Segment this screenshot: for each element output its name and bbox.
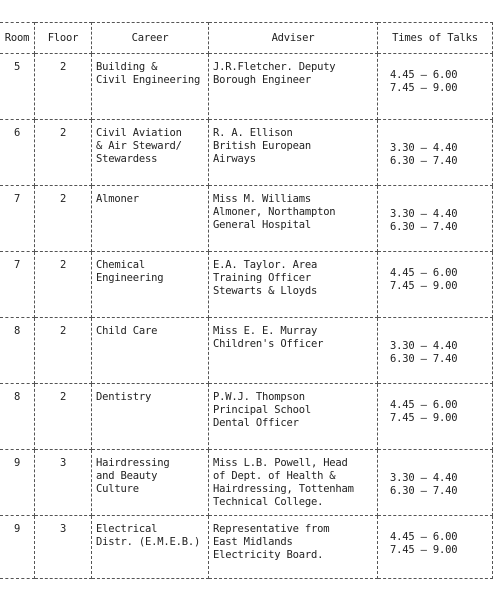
table-row	[0, 318, 493, 384]
career-cell	[92, 120, 209, 186]
floor-cell-text: 2	[59, 325, 67, 337]
table-row	[0, 516, 493, 579]
adviser-cell-text: R. A. Ellison British European Airways	[213, 127, 311, 165]
floor-cell	[35, 516, 92, 579]
adviser-cell	[209, 516, 378, 579]
room-cell	[0, 384, 35, 450]
header-row	[0, 23, 493, 54]
adviser-cell-text: Miss E. E. Murray Children's Officer	[213, 325, 324, 350]
table-row	[0, 252, 493, 318]
career-cell-text: Dentistry	[96, 391, 152, 403]
times-cell	[378, 450, 493, 516]
header-times-of-talks: Times of Talks	[378, 23, 493, 54]
career-cell-text: Chemical Engineering	[96, 259, 164, 284]
floor-cell	[35, 252, 92, 318]
floor-cell-text: 2	[59, 259, 67, 271]
career-cell	[92, 516, 209, 579]
floor-cell	[35, 450, 92, 516]
career-cell-text: Child Care	[96, 325, 158, 337]
career-cell	[92, 252, 209, 318]
floor-cell-text: 2	[59, 391, 67, 403]
career-cell	[92, 186, 209, 252]
floor-cell	[35, 54, 92, 120]
times-cell-text: 3.30 – 4.40 6.30 – 7.40	[390, 142, 458, 167]
room-cell-text: 5	[13, 61, 21, 73]
careers-talks-table	[0, 22, 493, 579]
career-cell-text: Electrical Distr. (E.M.E.B.)	[96, 523, 201, 548]
room-cell	[0, 450, 35, 516]
career-cell-text: Almoner	[96, 193, 139, 205]
career-cell-text: Building & Civil Engineering	[96, 61, 201, 86]
room-cell	[0, 120, 35, 186]
career-cell-text: Hairdressing and Beauty Culture	[96, 457, 170, 495]
room-cell-text: 6	[13, 127, 21, 139]
times-cell	[378, 252, 493, 318]
times-cell	[378, 54, 493, 120]
header-floor: Floor	[35, 23, 92, 54]
header-career: Career	[92, 23, 209, 54]
floor-cell-text: 2	[59, 193, 67, 205]
room-cell	[0, 252, 35, 318]
floor-cell	[35, 186, 92, 252]
times-cell	[378, 318, 493, 384]
table-row	[0, 120, 493, 186]
times-cell	[378, 384, 493, 450]
career-cell	[92, 54, 209, 120]
floor-cell-text: 3	[59, 457, 67, 469]
floor-cell-text: 2	[59, 61, 67, 73]
adviser-cell-text: E.A. Taylor. Area Training Officer Stewarts & Lloyds	[213, 259, 318, 297]
header-room: Room	[0, 23, 35, 54]
table-row	[0, 186, 493, 252]
room-cell	[0, 54, 35, 120]
adviser-cell	[209, 120, 378, 186]
career-cell	[92, 450, 209, 516]
times-cell	[378, 516, 493, 579]
room-cell-text: 7	[13, 259, 21, 271]
career-cell-text: Civil Aviation & Air Steward/ Stewardess	[96, 127, 182, 165]
floor-cell-text: 3	[59, 523, 67, 535]
adviser-cell-text: Miss L.B. Powell, Head of Dept. of Health & Hairdressing, Tottenham Technical College.	[213, 457, 354, 508]
table-body	[0, 54, 493, 579]
adviser-cell	[209, 186, 378, 252]
career-cell	[92, 318, 209, 384]
times-cell	[378, 120, 493, 186]
adviser-cell-text: J.R.Fletcher. Deputy Borough Engineer	[213, 61, 336, 86]
adviser-cell-text: Representative from East Midlands Electricity Board.	[213, 523, 330, 561]
room-cell	[0, 516, 35, 579]
times-cell	[378, 186, 493, 252]
adviser-cell	[209, 54, 378, 120]
room-cell-text: 7	[13, 193, 21, 205]
adviser-cell	[209, 450, 378, 516]
adviser-cell-text: Miss M. Williams Almoner, Northampton General Hospital	[213, 193, 336, 231]
career-cell	[92, 384, 209, 450]
table-row	[0, 450, 493, 516]
adviser-cell-text: P.W.J. Thompson Principal School Dental Officer	[213, 391, 311, 429]
times-cell-text: 4.45 – 6.00 7.45 – 9.00	[390, 531, 458, 556]
floor-cell	[35, 318, 92, 384]
room-cell-text: 9	[13, 523, 21, 535]
room-cell-text: 8	[13, 325, 21, 337]
room-cell-text: 9	[13, 457, 21, 469]
room-cell	[0, 186, 35, 252]
room-cell	[0, 318, 35, 384]
adviser-cell	[209, 252, 378, 318]
times-cell-text: 4.45 – 6.00 7.45 – 9.00	[390, 399, 458, 424]
times-cell-text: 3.30 – 4.40 6.30 – 7.40	[390, 472, 458, 497]
room-cell-text: 8	[13, 391, 21, 403]
times-cell-text: 4.45 – 6.00 7.45 – 9.00	[390, 267, 458, 292]
table-row	[0, 54, 493, 120]
floor-cell-text: 2	[59, 127, 67, 139]
header-adviser: Adviser	[209, 23, 378, 54]
table-row	[0, 384, 493, 450]
times-cell-text: 4.45 – 6.00 7.45 – 9.00	[390, 69, 458, 94]
adviser-cell	[209, 384, 378, 450]
floor-cell	[35, 120, 92, 186]
floor-cell	[35, 384, 92, 450]
times-cell-text: 3.30 – 4.40 6.30 – 7.40	[390, 208, 458, 233]
adviser-cell	[209, 318, 378, 384]
times-cell-text: 3.30 – 4.40 6.30 – 7.40	[390, 340, 458, 365]
